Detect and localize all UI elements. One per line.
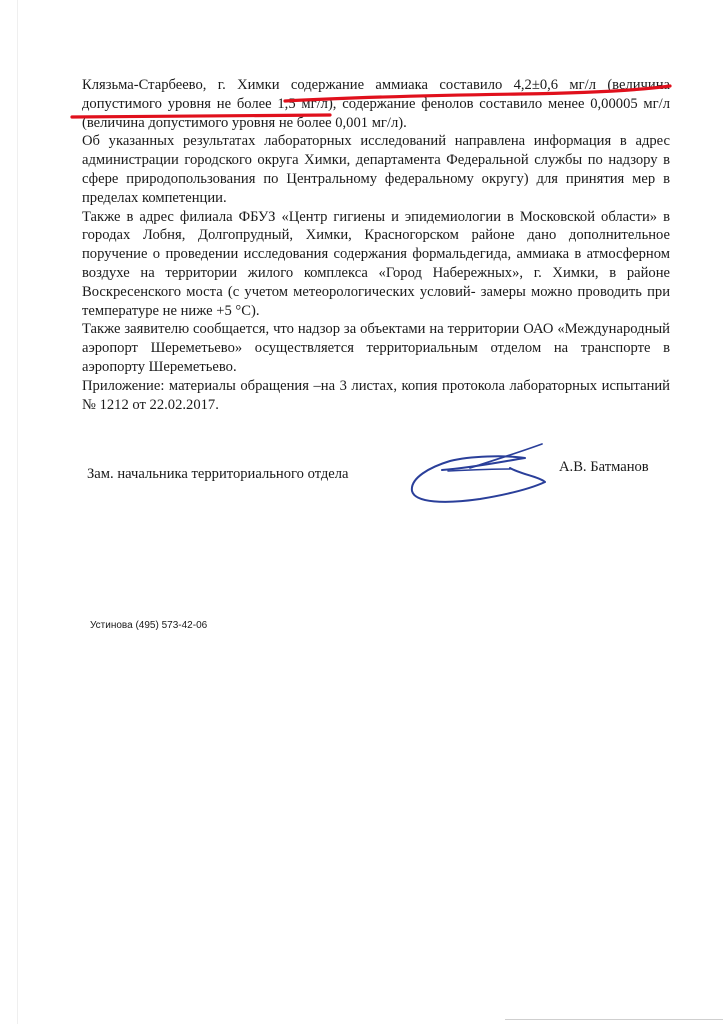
paragraph-airport-supervision: Также заявителю сообщается, что надзор за объектами на территории ОАО «Международный аэропорт Шереметьево» осуществляется территориальным отделом на транспорте в аэропорту Шереметьево.	[82, 321, 670, 375]
executor-contact: Устинова (495) 573-42-06	[90, 620, 208, 631]
bottom-edge-line	[505, 1019, 723, 1020]
signature-stroke-main	[412, 456, 545, 502]
paragraph-information-sent: Об указанных результатах лабораторных исследований направлена информация в адрес администрации городского округа Химки, департамента Федеральной службы по надзору в сфере природопользования по Центральному федеральному округу) для принятия мер в пределах компетенции.	[82, 133, 670, 206]
signatory-title: Зам. начальника территориального отдела	[87, 466, 349, 482]
signatory-name: А.В. Батманов	[559, 459, 649, 475]
paragraph-ammonia-results: Клязьма-Старбеево, г. Химки содержание аммиака составило 4,2±0,6 мг/л (величина допустимого уровня не более 1,5 мг/л), содержание фенолов составило менее 0,00005 мг/л (величина допустимого уровня не более 0,001 мг/л).	[82, 77, 670, 131]
paragraph-attachment: Приложение: материалы обращения –на 3 листах, копия протокола лабораторных испытаний № 1212 от 22.02.2017.	[82, 377, 670, 413]
paragraph-additional-order: Также в адрес филиала ФБУЗ «Центр гигиены и эпидемиологии в Московской области» в городах Лобня, Долгопрудный, Химки, Красногорском районе дано дополнительное поручение о проведении исследования содержания формальдегида, аммиака в атмосферном воздухе на территории жилого комплекса «Город Набережных», г. Химки, в районе Воскресенского моста (с учетом метеорологических условий- замеры можно проводить при температуре не ниже +5 °С).	[82, 208, 670, 319]
